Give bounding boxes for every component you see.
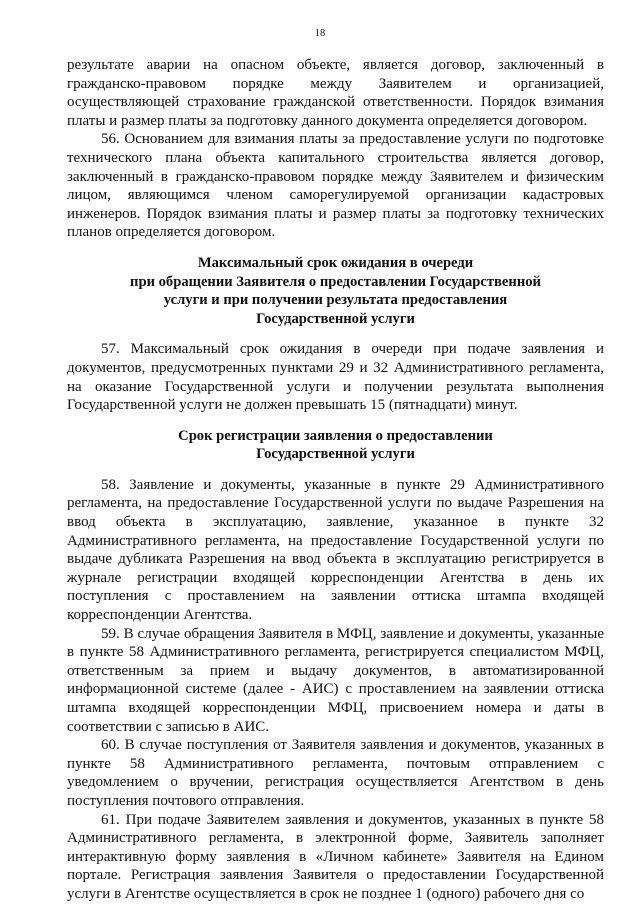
page-content xyxy=(67,56,604,904)
heading-line: Государственной услуги xyxy=(256,446,415,463)
page-number: 18 xyxy=(314,28,326,39)
paragraph-61: 61. При подаче Заявителем заявления и документов, указанных в пункте 58 Административного регламента, в электронной форме, Заявитель заполняет интерактивную форму заявления в «Личном кабинете» Заявителя на Едином портале. Регистрация заявления Заявителя о предоставлении Государственной услуги в Агентстве осуществляется в срок не позднее 1 (одного) рабочего дня со xyxy=(67,811,604,902)
heading-line: услуги и при получении результата предоставления xyxy=(163,292,508,309)
heading-line: Максимальный срок ожидания в очереди xyxy=(197,254,474,271)
heading-line: Государственной услуги xyxy=(256,310,415,327)
paragraph-58: 58. Заявление и документы, указанные в пункте 29 Административного регламента, на предоставление Государственной услуги по выдаче Разрешения на ввод объекта в эксплуатацию, заявление, указанное в пункте 32 Административного регламента, на предоставление Государственной услуги по выдаче дубликата Разрешения на ввод объекта в эксплуатацию регистрируется в журнале регистрации входящей корреспонденции Агентства в день их поступления с проставлением на заявлении оттиска штампа входящей корреспонденции Агентства. xyxy=(67,476,604,624)
paragraph-57: 57. Максимальный срок ожидания в очереди при подаче заявления и документов, предусмотренных пунктами 29 и 32 Административного регламента, на оказание Государственной услуги и получении результата выполнения Государственной услуги не должен превышать 15 (пятнадцати) минут. xyxy=(67,341,604,414)
section-heading-queue-time xyxy=(67,254,604,328)
paragraph-continuation: результате аварии на опасном объекте, является договор, заключенный в гражданско-правовом порядке между Заявителем и организацией, осуществляющей страхование гражданской ответственности. Порядок взимания платы и размер платы за подготовку данного документа определяется договором. xyxy=(67,57,604,129)
section-heading-registration-time xyxy=(67,427,604,464)
heading-line: Срок регистрации заявления о предоставлении xyxy=(178,427,493,444)
heading-line: при обращении Заявителя о предоставлении Государственной xyxy=(130,273,541,290)
paragraph-59: 59. В случае обращения Заявителя в МФЦ, заявление и документы, указанные в пункте 58 Административного регламента, регистрируется специалистом МФЦ, ответственным за прием и выдачу документов, в автоматизированной информационной системе (далее - АИС) с проставлением на заявлении оттиска штампа входящей корреспонденции МФЦ, присвоением номера и даты в соответствии с записью в АИС. xyxy=(67,625,604,735)
paragraph-56: 56. Основанием для взимания платы за предоставление услуги по подготовке технического плана объекта капитального строительства является договор, заключенный в гражданско-правовом порядке между Заявителем и физическим лицом, являющимся членом саморегулируемой организации кадастровых инженеров. Порядок взимания платы и размер платы за подготовку технических планов определяется договором. xyxy=(67,131,604,241)
paragraph-60: 60. В случае поступления от Заявителя заявления и документов, указанных в пункте 58 Административного регламента, почтовым отправлением с уведомлением о вручении, регистрация осуществляется Агентством в день поступления почтового отправления. xyxy=(67,737,604,809)
